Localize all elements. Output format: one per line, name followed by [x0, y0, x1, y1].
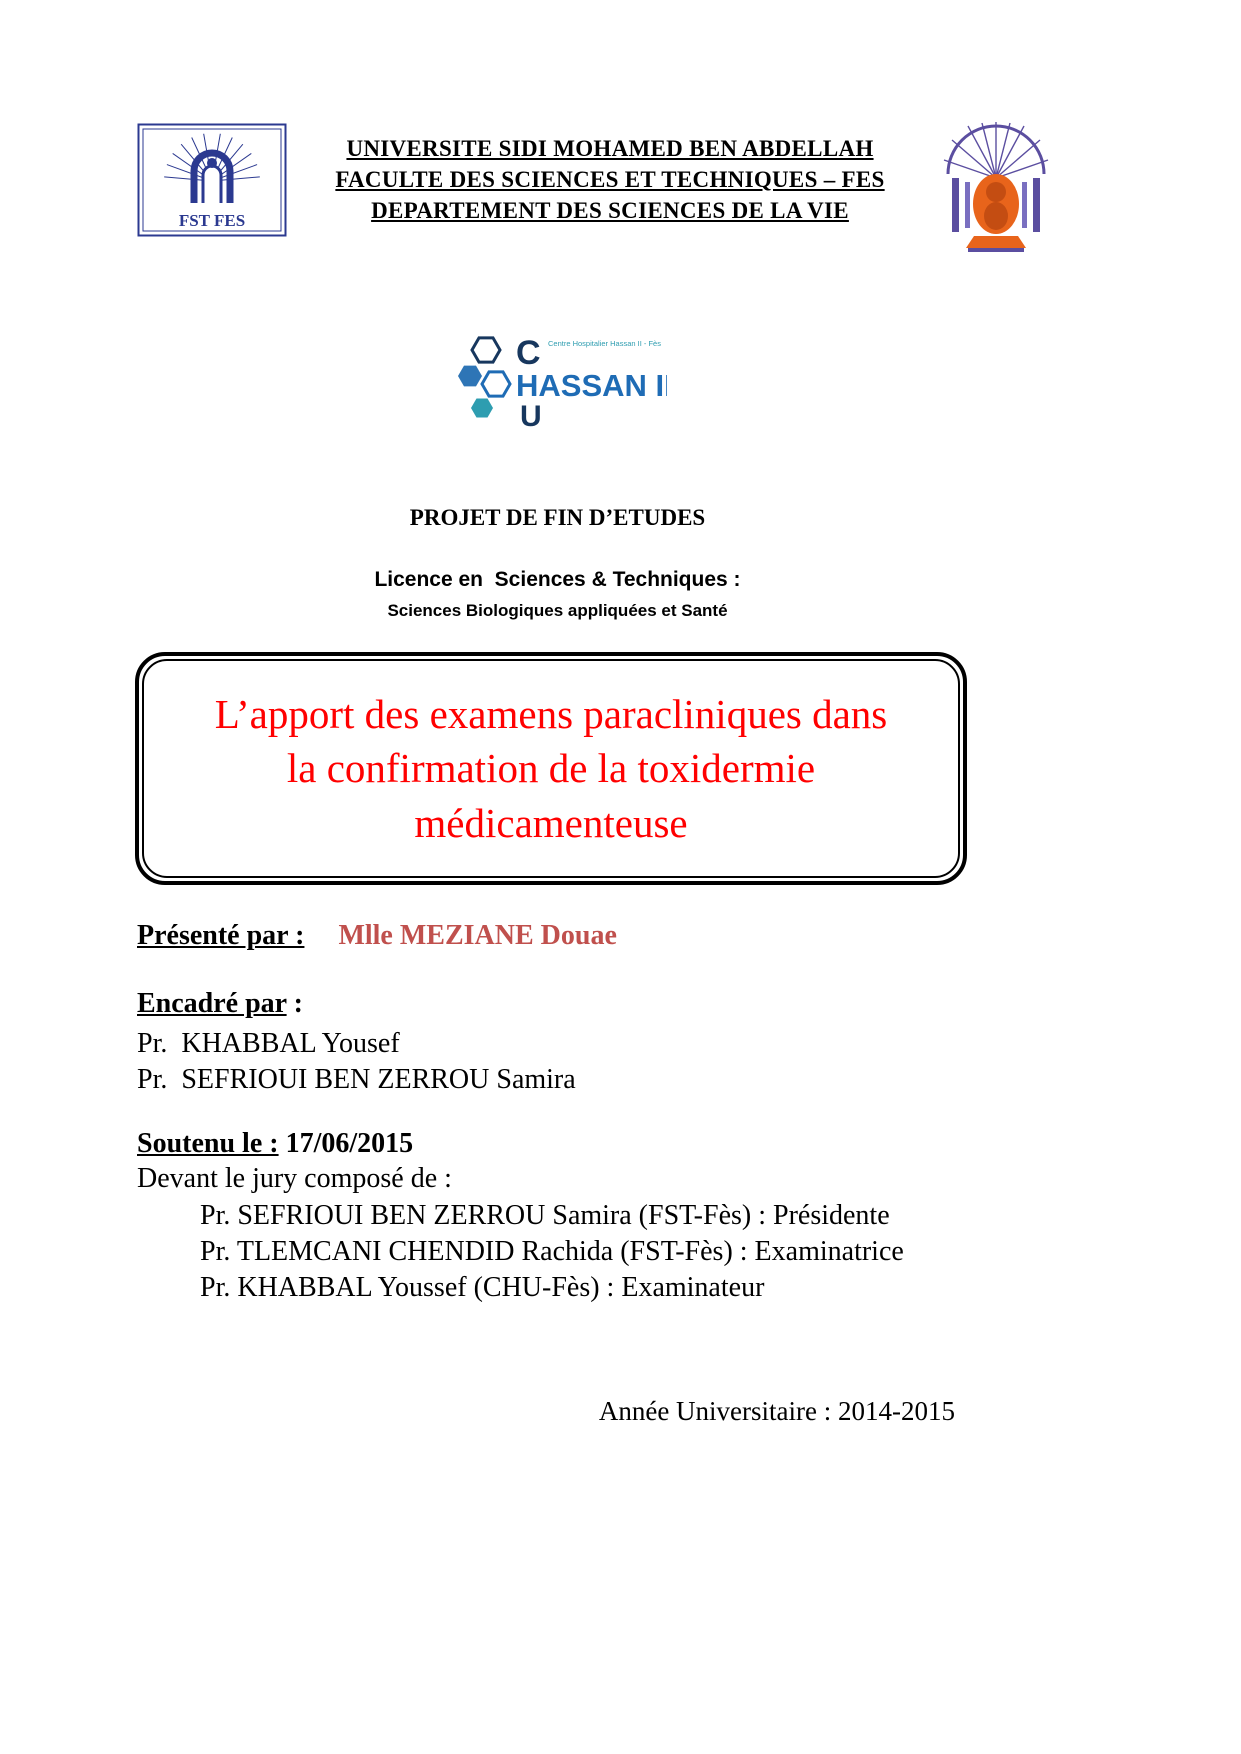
thesis-title-line-2: la confirmation de la toxidermie — [286, 745, 816, 792]
chu-letter-u: U — [520, 400, 542, 430]
jury-member-2: Pr. TLEMCANI CHENDID Rachida (FST-Fès) : Examinatrice — [200, 1236, 904, 1267]
chu-hassan-text: HASSAN II — [516, 368, 667, 403]
speciality-line: Sciences Biologiques appliquées et Santé — [387, 601, 728, 620]
department-name: DEPARTEMENT DES SCIENCES DE LA VIE — [371, 198, 849, 223]
chu-logo-graphic — [452, 330, 667, 430]
university-header — [300, 133, 920, 226]
supervised-by-label: Encadré par — [137, 988, 287, 1019]
fst-logo-label: FST FES — [178, 211, 246, 230]
jury-intro: Devant le jury composé de : — [137, 1163, 452, 1194]
thesis-title-line-1: L’apport des examens paracliniques dans — [214, 691, 888, 738]
supervisor-2: Pr. SEFRIOUI BEN ZERROU Samira — [137, 1064, 576, 1095]
author-name: Mlle MEZIANE Douae — [338, 920, 617, 951]
thesis-title-line-3: médicamenteuse — [414, 799, 688, 846]
university-emblem — [938, 116, 1054, 256]
faculty-name: FACULTE DES SCIENCES ET TECHNIQUES – FES — [335, 167, 885, 192]
fst-fes-logo — [137, 123, 287, 237]
defense-date-label: Soutenu le : — [137, 1128, 279, 1159]
supervised-by-line — [137, 988, 303, 1020]
project-title: PROJET DE FIN D’ETUDES — [409, 505, 706, 530]
thesis-title-box-inner — [142, 659, 960, 878]
thesis-title-box — [135, 652, 967, 885]
presented-by-line — [137, 920, 617, 952]
supervised-by-colon: : — [286, 988, 303, 1019]
academic-year: Année Universitaire : 2014-2015 — [598, 1396, 955, 1426]
presented-by-label: Présenté par : — [137, 920, 305, 951]
chu-letter-c: C — [516, 334, 541, 372]
defense-date: 17/06/2015 — [285, 1128, 414, 1159]
defense-date-line — [137, 1128, 413, 1160]
degree-line: Licence en Sciences & Techniques : — [374, 568, 741, 591]
university-name: UNIVERSITE SIDI MOHAMED BEN ABDELLAH — [346, 136, 874, 161]
jury-member-1: Pr. SEFRIOUI BEN ZERROU Samira (FST-Fès) : Présidente — [200, 1200, 890, 1231]
jury-member-3: Pr. KHABBAL Youssef (CHU-Fès) : Examinateur — [200, 1272, 765, 1303]
supervisor-1: Pr. KHABBAL Yousef — [137, 1028, 400, 1059]
university-emblem-graphic — [938, 116, 1054, 256]
chu-small-text: Centre Hospitalier Hassan II - Fès — [548, 339, 661, 348]
chu-hassan-ii-logo — [452, 330, 667, 430]
fst-fes-logo-graphic — [137, 123, 287, 237]
